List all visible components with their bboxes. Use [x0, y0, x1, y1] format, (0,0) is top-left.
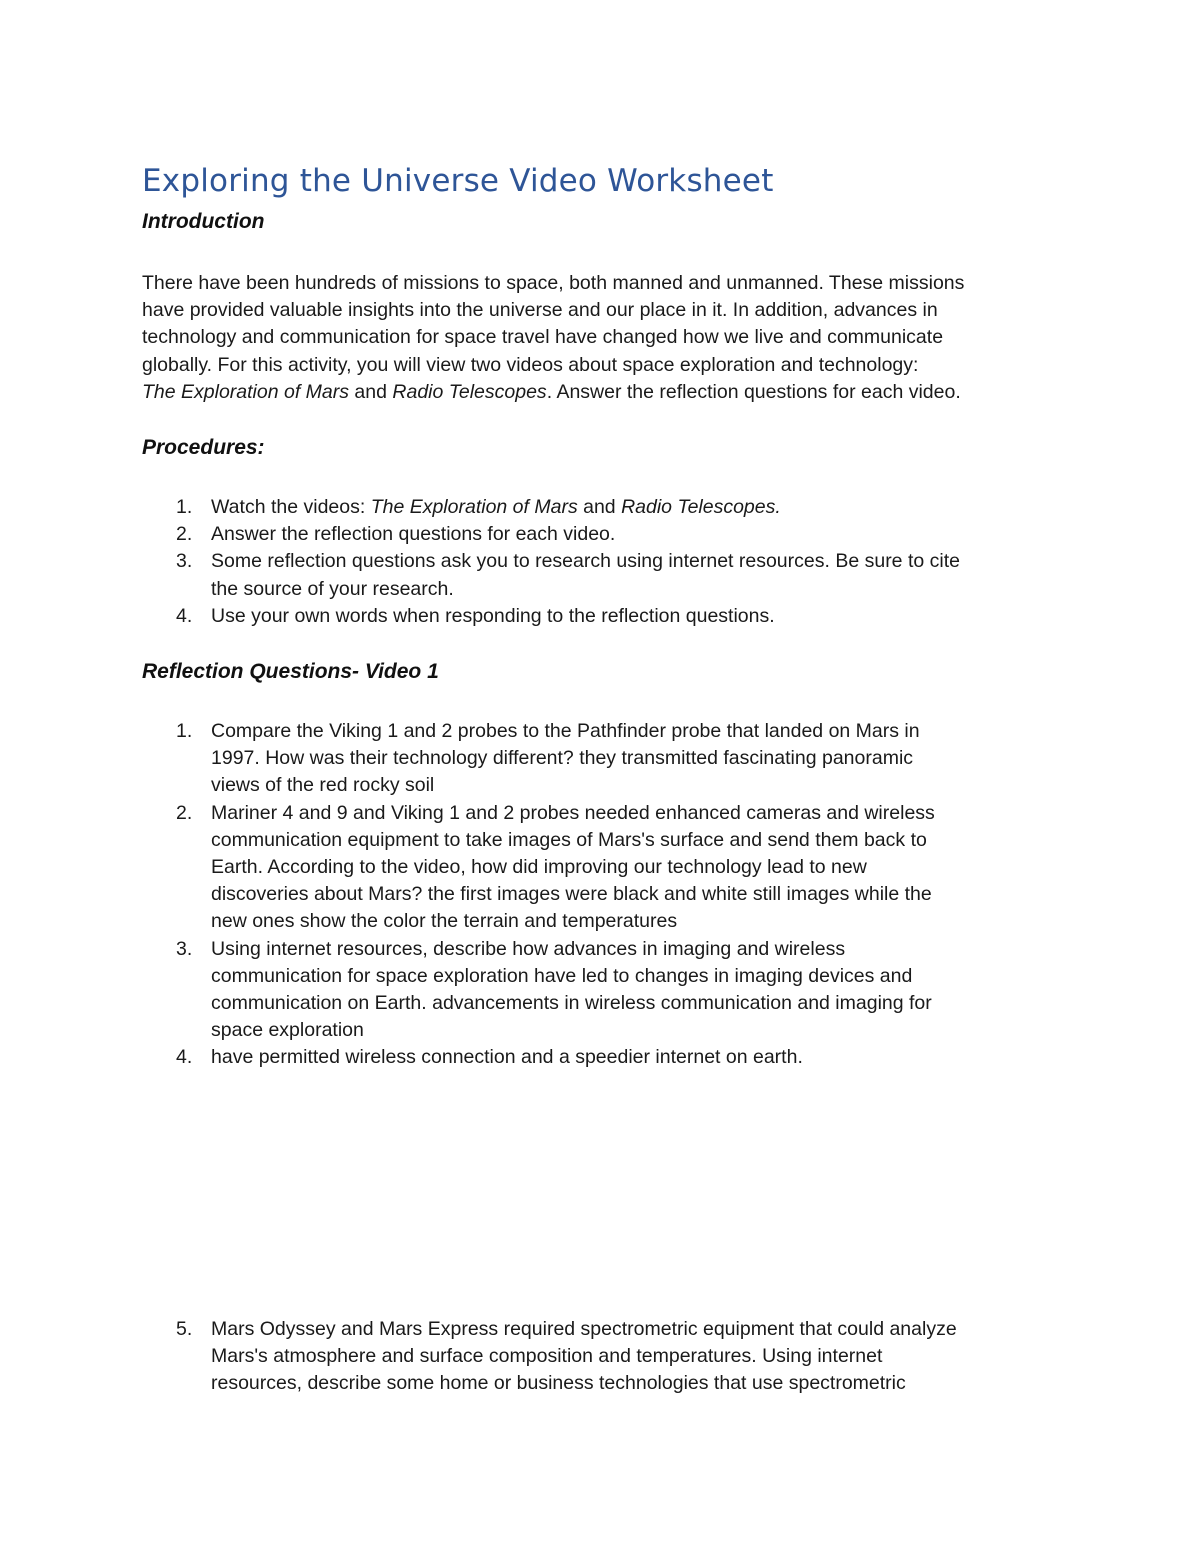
item-text	[211, 1316, 1062, 1398]
item-line: Mariner 4 and 9 and Viking 1 and 2 probes needed enhanced cameras and wireless	[211, 801, 935, 824]
item-text	[211, 494, 1062, 521]
item-number: 4.	[176, 1046, 193, 1069]
item-number: 1.	[176, 720, 193, 742]
item-number: 2.	[176, 801, 193, 824]
list-item	[142, 521, 1062, 548]
item-line: Compare the Viking 1 and 2 probes to the Pathfinder probe that landed on Mars in	[211, 720, 920, 742]
item-line: new ones show the color the terrain and temperatures	[211, 910, 678, 933]
intro-line-last	[142, 379, 1062, 406]
video-title-radio: Radio Telescopes	[392, 380, 547, 403]
intro-line: have provided valuable insights into the universe and our place in it. In addition, advances in	[142, 299, 938, 322]
item-text	[211, 1044, 1062, 1071]
item-line: Mars's atmosphere and surface composition and temperatures. Using internet	[211, 1345, 883, 1368]
procedures-list	[142, 494, 1062, 630]
item-text: Answer the reflection questions for each video.	[211, 523, 616, 546]
item-text	[211, 936, 1062, 1045]
conjunction: and	[577, 496, 622, 518]
item-text	[211, 718, 1062, 800]
reflection-list-continued	[142, 1316, 1062, 1398]
list-item	[142, 800, 1062, 936]
item-line: Earth. According to the video, how did improving our technology lead to new	[211, 856, 867, 879]
page-title: Exploring the Universe Video Worksheet	[142, 163, 774, 199]
item-line: the source of your research.	[211, 577, 454, 600]
item-number: 3.	[176, 550, 193, 573]
reflection-heading: Reflection Questions- Video 1	[142, 660, 439, 683]
list-item	[142, 603, 1062, 630]
item-line: space exploration	[211, 1019, 364, 1042]
introduction-heading: Introduction	[142, 210, 265, 233]
item-text-prefix: Watch the videos:	[211, 496, 371, 518]
item-line: communication equipment to take images of Mars's surface and send them back to	[211, 828, 927, 851]
intro-line: globally. For this activity, you will view two videos about space exploration and technology:	[142, 353, 919, 376]
item-line: have permitted wireless connection and a speedier internet on earth.	[211, 1046, 803, 1069]
item-line: communication on Earth. advancements in wireless communication and imaging for	[211, 992, 932, 1015]
item-line: 1997. How was their technology different? they transmitted fascinating panoramic	[211, 747, 914, 770]
item-number: 4.	[176, 604, 193, 627]
reflection-list	[142, 718, 1062, 1072]
intro-line: technology and communication for space travel have changed how we live and communicate	[142, 326, 944, 349]
video-title-mars: The Exploration of Mars	[370, 496, 578, 518]
video-title-radio: Radio Telescopes.	[621, 496, 781, 518]
item-line: discoveries about Mars? the first images were black and white still images while the	[211, 883, 932, 906]
item-number: 5.	[176, 1318, 193, 1340]
item-number: 2.	[176, 523, 193, 546]
item-text	[211, 548, 1062, 602]
item-line: views of the red rocky soil	[211, 774, 435, 797]
list-item	[142, 718, 1062, 800]
item-number: 1.	[176, 496, 193, 518]
list-item	[142, 936, 1062, 1045]
list-item	[142, 1044, 1062, 1071]
introduction-paragraph	[142, 270, 1062, 406]
item-line: communication for space exploration have led to changes in imaging devices and	[211, 964, 913, 987]
conjunction: and	[349, 380, 393, 403]
item-text: Use your own words when responding to the reflection questions.	[211, 604, 775, 627]
item-text	[211, 800, 1062, 936]
procedures-heading: Procedures:	[142, 436, 265, 459]
item-line: Using internet resources, describe how advances in imaging and wireless	[211, 937, 846, 960]
intro-line-rest: . Answer the reflection questions for each video.	[546, 380, 961, 403]
intro-line: There have been hundreds of missions to space, both manned and unmanned. These missions	[142, 272, 965, 294]
item-line: resources, describe some home or business technologies that use spectrometric	[211, 1372, 906, 1395]
item-line: Mars Odyssey and Mars Express required spectrometric equipment that could analyze	[211, 1318, 957, 1340]
list-item	[142, 1316, 1062, 1398]
list-item	[142, 494, 1062, 521]
list-item	[142, 548, 1062, 602]
video-title-mars: The Exploration of Mars	[142, 380, 350, 403]
item-line: Some reflection questions ask you to research using internet resources. Be sure to cite	[211, 550, 960, 573]
item-number: 3.	[176, 937, 193, 960]
